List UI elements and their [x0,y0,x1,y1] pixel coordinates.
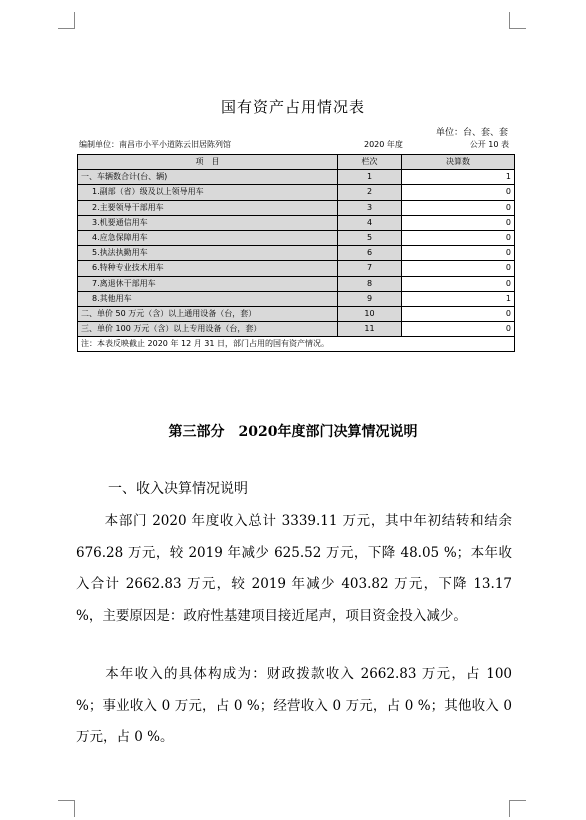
table-row [78,306,515,321]
row-value: 0 [402,230,515,245]
row-item: 1.副部（省）级及以上领导用车 [78,185,338,200]
row-value: 1 [402,291,515,306]
row-seq: 9 [338,291,402,306]
row-seq: 5 [338,230,402,245]
table-row [78,185,515,200]
table-title: 国有资产占用情况表 [220,98,365,116]
header-value: 决算数 [402,155,515,170]
table-header-row [78,155,515,170]
row-seq: 7 [338,261,402,276]
table-code: 公开 10 表 [469,140,509,149]
row-item: 一、车辆数合计(台、辆) [78,170,338,185]
row-value: 0 [402,261,515,276]
unit-label: 单位：台、套、套 [435,128,508,138]
row-seq: 2 [338,185,402,200]
subheading: 一、收入决算情况说明 [108,481,248,497]
row-item: 5.执法执勤用车 [78,246,338,261]
table-note-row [78,337,515,352]
row-value: 0 [402,322,515,337]
table-row [78,200,515,215]
table-row [78,276,515,291]
row-item: 三、单价 100 万元（含）以上专用设备（台，套） [78,322,338,337]
crop-mark-top-left [58,12,75,29]
asset-table [77,154,515,352]
row-value: 0 [402,276,515,291]
paragraph-text: 本年收入的具体构成为：财政拨款收入 2662.83 万元，占 100 %；事业收入 0 万元，占 0 %；经营收入 0 万元，占 0 %；其他收入 0 万元，占 0 %。 [76,666,512,745]
row-item: 2.主要领导干部用车 [78,200,338,215]
table-row [78,291,515,306]
org-name: 编制单位：南昌市小平小道陈云旧居陈列馆 [79,140,231,149]
table-row [78,230,515,245]
header-seq: 栏次 [338,155,402,170]
paragraph-income-composition [76,659,512,754]
header-item: 项 目 [78,155,338,170]
row-item: 6.特种专业技术用车 [78,261,338,276]
row-item: 二、单价 50 万元（含）以上通用设备（台，套） [78,306,338,321]
row-seq: 3 [338,200,402,215]
crop-mark-bottom-left [58,800,75,817]
table-row [78,246,515,261]
row-seq: 10 [338,306,402,321]
row-seq: 6 [338,246,402,261]
table-meta [79,139,509,152]
crop-mark-top-right [509,12,526,29]
table-row [78,322,515,337]
table-row [78,170,515,185]
table-row [78,215,515,230]
row-seq: 1 [338,170,402,185]
row-seq: 4 [338,215,402,230]
row-seq: 8 [338,276,402,291]
row-value: 0 [402,246,515,261]
row-item: 7.离退休干部用车 [78,276,338,291]
row-seq: 11 [338,322,402,337]
table-note: 注：本表反映截止 2020 年 12 月 31 日，部门占用的国有资产情况。 [78,337,515,352]
section-title: 第三部分 2020年度部门决算情况说明 [168,424,418,440]
table-row [78,261,515,276]
crop-mark-bottom-right [509,800,526,817]
row-value: 0 [402,215,515,230]
row-value: 0 [402,200,515,215]
row-value: 0 [402,306,515,321]
row-item: 4.应急保障用车 [78,230,338,245]
fiscal-year: 2020 年度 [364,140,403,149]
row-item: 3.机要通信用车 [78,215,338,230]
row-value: 0 [402,185,515,200]
row-item: 8.其他用车 [78,291,338,306]
paragraph-income-total [76,506,512,632]
row-value: 1 [402,170,515,185]
paragraph-text: 本部门 2020 年度收入总计 3339.11 万元，其中年初结转和结余 676.28 万元，较 2019 年减少 625.52 万元，下降 48.05 %；本年收入合计 2662.83 万元，较 2019 年减少 403.82 万元，下降 13.17 %，主要原因是：政府性基建项目接近尾声，项目资金投入减少。 [76,513,512,624]
